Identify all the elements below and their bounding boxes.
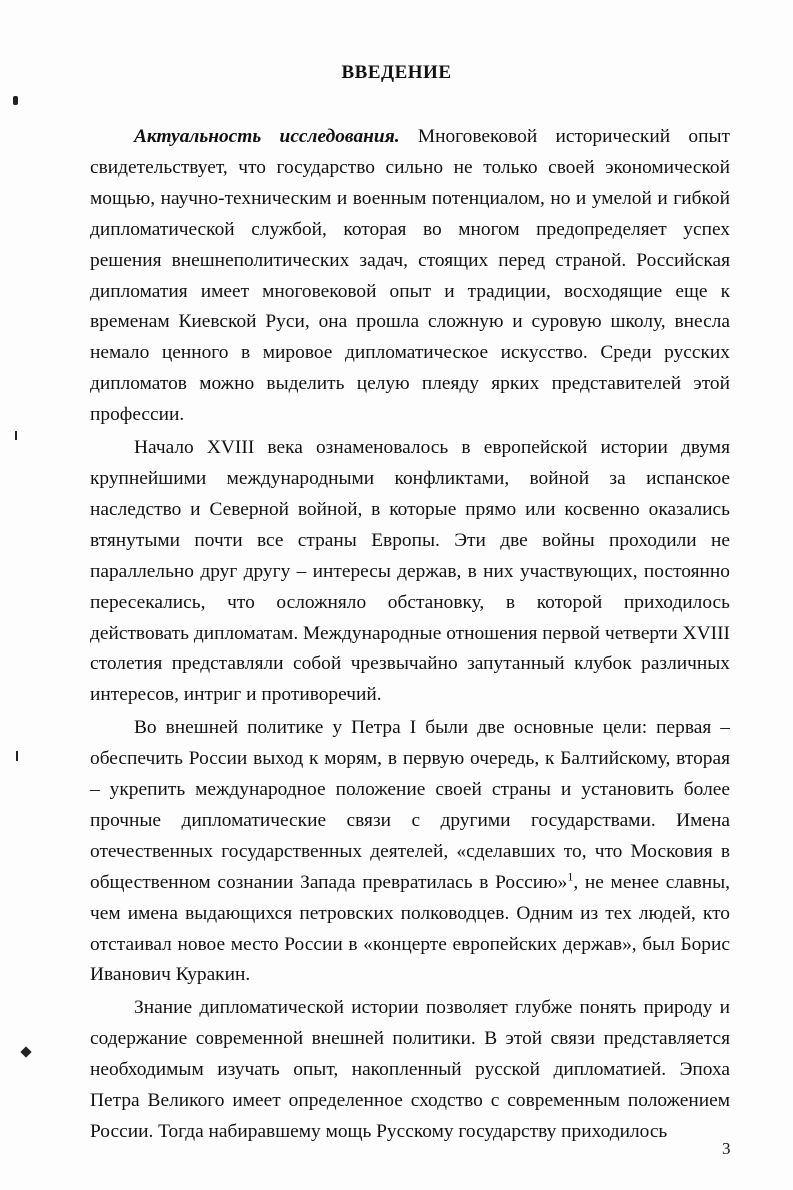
paragraph-text: Многовековой исторический опыт свидетельствует, что государство сильно не только своей экономической мощью, научно-техническим и военным потенциалом, но и умелой и гибкой дипломатической службой, которая во многом предопределяет успех решения внешнеполитических задач, стоящих перед страной. Российская дипломатия имеет многовековой опыт и традиции, восходящие еще к временам Киевской Руси, она прошла сложную и суровую школу, внесла немало ценного в мировое дипломатическое искусство. Среди русских дипломатов можно выделить целую плеяду ярких представителей этой профессии. xyxy=(90,126,730,426)
page-number: 3 xyxy=(722,1139,731,1158)
paragraph-text: Во внешней политике у Петра I были две основные цели: первая – обеспечить России выход к морям, в первую очередь, к Балтийскому, вторая – укрепить международное положение своей страны и установить более прочные дипломатические связи с другими государствами. Имена отечественных государственных деятелей, «сделавших то, что Московия в общественном сознании Запада превратилась в Россию» xyxy=(90,717,730,893)
paragraph-lead: Актуальность исследования. xyxy=(134,126,400,147)
scan-artifact-mark xyxy=(16,751,18,761)
paragraph-diplomatic-history: Знание дипломатической истории позволяет глубже понять природу и содержание современной внешней политики. В этой связи представляется необходимым изучать опыт, накопленный русской дипломатией. Эпоха Петра Великого имеет определенное сходство с современным положением России. Тогда набиравшему мощь Русскому государству приходилось xyxy=(90,997,730,1142)
scan-artifact-mark xyxy=(20,1046,31,1057)
paragraph-eighteenth-century: Начало XVIII века ознаменовалось в европейской истории двумя крупнейшими международными конфликтами, войной за испанское наследство и Северной войной, в которые прямо или косвенно оказались втянутыми почти все страны Европы. Эти две войны проходили не параллельно друг другу – интересы держав, в них участвующих, постоянно пересекались, что осложняло обстановку, в которой приходилось действовать дипломатам. Международные отношения первой четверти XVIII столетия представляли собой чрезвычайно запутанный клубок различных интересов, интриг и противоречий. xyxy=(90,437,730,706)
paragraph-text: , не менее славны, чем имена выдающихся петровских полководцев. Одним из тех людей, кто отстаивал новое место России в «концерте европейских держав», был Борис Иванович Куракин. xyxy=(90,871,731,986)
scan-artifact-mark xyxy=(13,96,18,105)
paragraph-relevance xyxy=(90,122,730,431)
body-text xyxy=(90,122,730,1148)
scan-artifact-mark xyxy=(15,431,17,440)
paragraph-peter-policy xyxy=(90,713,730,991)
page-title: ВВЕДЕНИЕ xyxy=(341,62,452,83)
footnote-mark: 1 xyxy=(567,869,574,884)
